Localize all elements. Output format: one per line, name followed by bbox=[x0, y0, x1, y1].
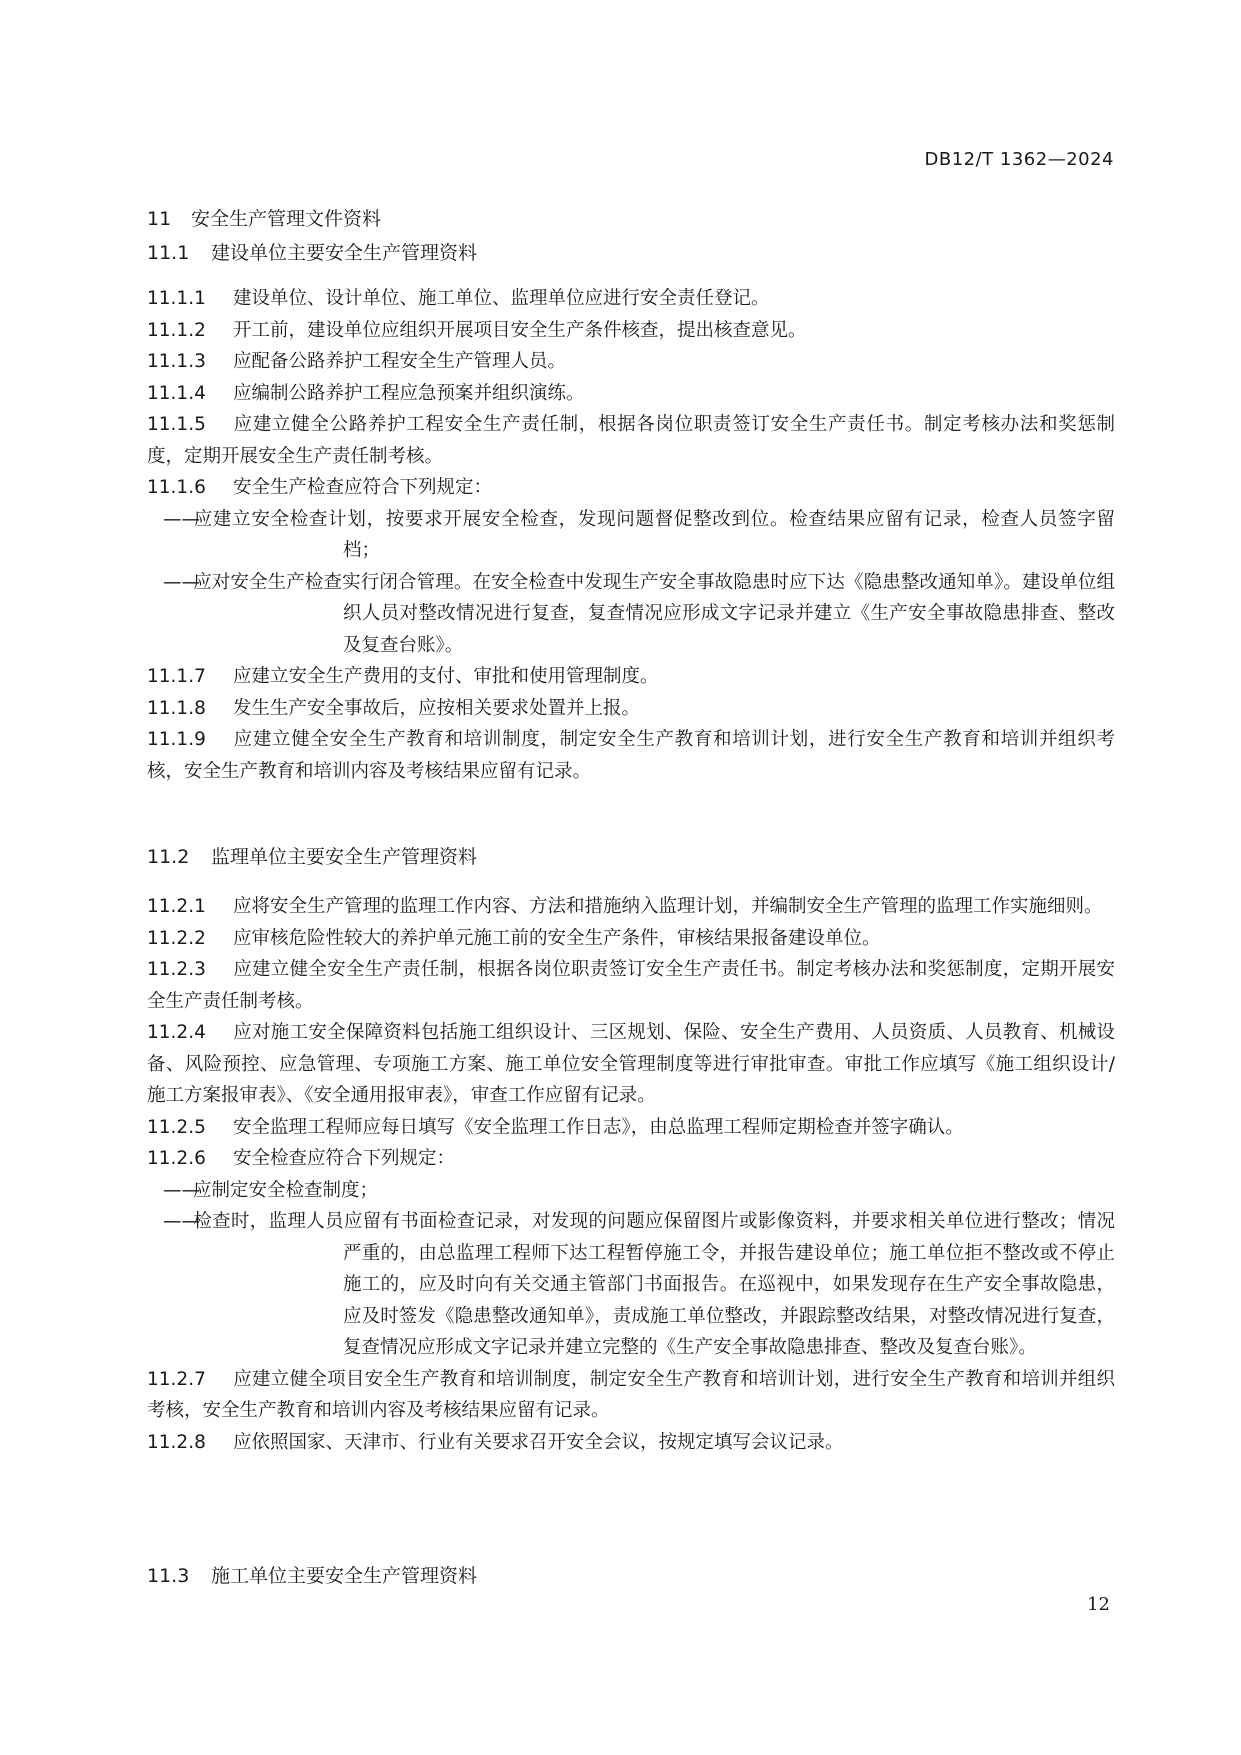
clause-11-2-3: 11.2.3 应建立健全安全生产责任制，根据各岗位职责签订安全生产责任书。制定考核办法和奖惩制度，定期开展安全生产责任制考核。 bbox=[147, 959, 1115, 1012]
page-number: 12 bbox=[1087, 1594, 1110, 1615]
section-title: 施工单位主要安全生产管理资料 bbox=[211, 1565, 478, 1587]
clause-11-2-8: 11.2.8 应依照国家、天津市、行业有关要求召开安全会议，按规定填写会议记录。 bbox=[147, 1431, 844, 1453]
clause-11-1-5: 11.1.5 应建立健全公路养护工程安全生产责任制，根据各岗位职责签订安全生产责任书。制定考核办法和奖惩制度，定期开展安全生产责任制考核。 bbox=[147, 414, 1115, 467]
clause-11-2-5: 11.2.5 安全监理工程师应每日填写《安全监理工作日志》，由总监理工程师定期检查并签字确认。 bbox=[147, 1116, 964, 1138]
section-title: 监理单位主要安全生产管理资料 bbox=[211, 846, 478, 868]
clause-11-2-4: 11.2.4 应对施工安全保障资料包括施工组织设计、三区规划、保险、安全生产费用、人员资质、人员教育、机械设备、风险预控、应急管理、专项施工方案、施工单位安全管理制度等进行审批审查。审批工作应填写《施工组织设计/施工方案报审表》、《安全通用报审表》，审查工作应留有记录。 bbox=[147, 1022, 1115, 1106]
section-number: 11.2 bbox=[147, 846, 190, 868]
clause-11-1-7: 11.1.7 应建立安全生产费用的支付、审批和使用管理制度。 bbox=[147, 666, 659, 687]
section-heading-11-1 bbox=[147, 238, 1115, 269]
chapter-number: 11 bbox=[147, 208, 172, 230]
clause-11-2-6: 11.2.6 安全检查应符合下列规定： bbox=[147, 1148, 456, 1169]
list-item: ——应制定安全检查制度； bbox=[163, 1179, 379, 1201]
clause-11-1-4: 11.1.4 应编制公路养护工程应急预案并组织演练。 bbox=[147, 382, 585, 404]
list-item: ——应对安全生产检查实行闭合管理。在安全检查中发现生产安全事故隐患时应下达《隐患整改通知单》。建设单位组织人员对整改情况进行复查，复查情况应形成文字记录并建立《生产安全事故隐患排查、整改及复查台账》。 bbox=[163, 571, 1115, 656]
section-title: 建设单位主要安全生产管理资料 bbox=[211, 242, 478, 264]
section-heading-11-2 bbox=[147, 842, 1115, 873]
clause-11-2-7: 11.2.7 应建立健全项目安全生产教育和培训制度，制定安全生产教育和培训计划，进行安全生产教育和培训并组织考核，安全生产教育和培训内容及考核结果应留有记录。 bbox=[147, 1368, 1115, 1421]
section-number: 11.3 bbox=[147, 1565, 190, 1587]
standard-code: DB12/T 1362—2024 bbox=[924, 149, 1114, 170]
chapter-title: 安全生产管理文件资料 bbox=[191, 208, 382, 230]
clause-11-1-9: 11.1.9 应建立健全安全生产教育和培训制度，制定安全生产教育和培训计划，进行安全生产教育和培训并组织考核，安全生产教育和培训内容及考核结果应留有记录。 bbox=[147, 729, 1115, 782]
list-item: ——检查时，监理人员应留有书面检查记录，对发现的问题应保留图片或影像资料，并要求相关单位进行整改；情况严重的，由总监理工程师下达工程暂停施工令，并报告建设单位；施工单位拒不整改或不停止施工的，应及时向有关交通主管部门书面报告。在巡视中，如果发现存在生产安全事故隐患，应及时签发《隐患整改通知单》，责成施工单位整改，并跟踪整改结果，对整改情况进行复查，复查情况应形成文字记录并建立完整的《生产安全事故隐患排查、整改及复查台账》。 bbox=[163, 1211, 1115, 1358]
clause-11-2-2: 11.2.2 应审核危险性较大的养护单元施工前的安全生产条件，审核结果报备建设单位。 bbox=[147, 927, 881, 949]
clause-11-1-3: 11.1.3 应配备公路养护工程安全生产管理人员。 bbox=[147, 351, 567, 372]
clause-11-2-1: 11.2.1 应将安全生产管理的监理工作内容、方法和措施纳入监理计划，并编制安全生产管理的监理工作实施细则。 bbox=[147, 896, 1103, 917]
section-11-1-body bbox=[147, 283, 1115, 787]
clause-11-1-2: 11.1.2 开工前，建设单位应组织开展项目安全生产条件核查，提出核查意见。 bbox=[147, 319, 807, 341]
chapter-heading bbox=[147, 204, 1115, 231]
clause-11-1-1: 11.1.1 建设单位、设计单位、施工单位、监理单位应进行安全责任登记。 bbox=[147, 288, 770, 309]
section-heading-11-3 bbox=[147, 1561, 1115, 1592]
list-item: ——应建立安全检查计划，按要求开展安全检查，发现问题督促整改到位。检查结果应留有记录，检查人员签字留档； bbox=[163, 508, 1115, 561]
section-number: 11.1 bbox=[147, 242, 190, 264]
clause-11-1-8: 11.1.8 发生生产安全事故后，应按相关要求处置并上报。 bbox=[147, 697, 641, 719]
clause-11-1-6: 11.1.6 安全生产检查应符合下列规定： bbox=[147, 477, 493, 498]
section-11-2-body bbox=[147, 891, 1115, 1458]
